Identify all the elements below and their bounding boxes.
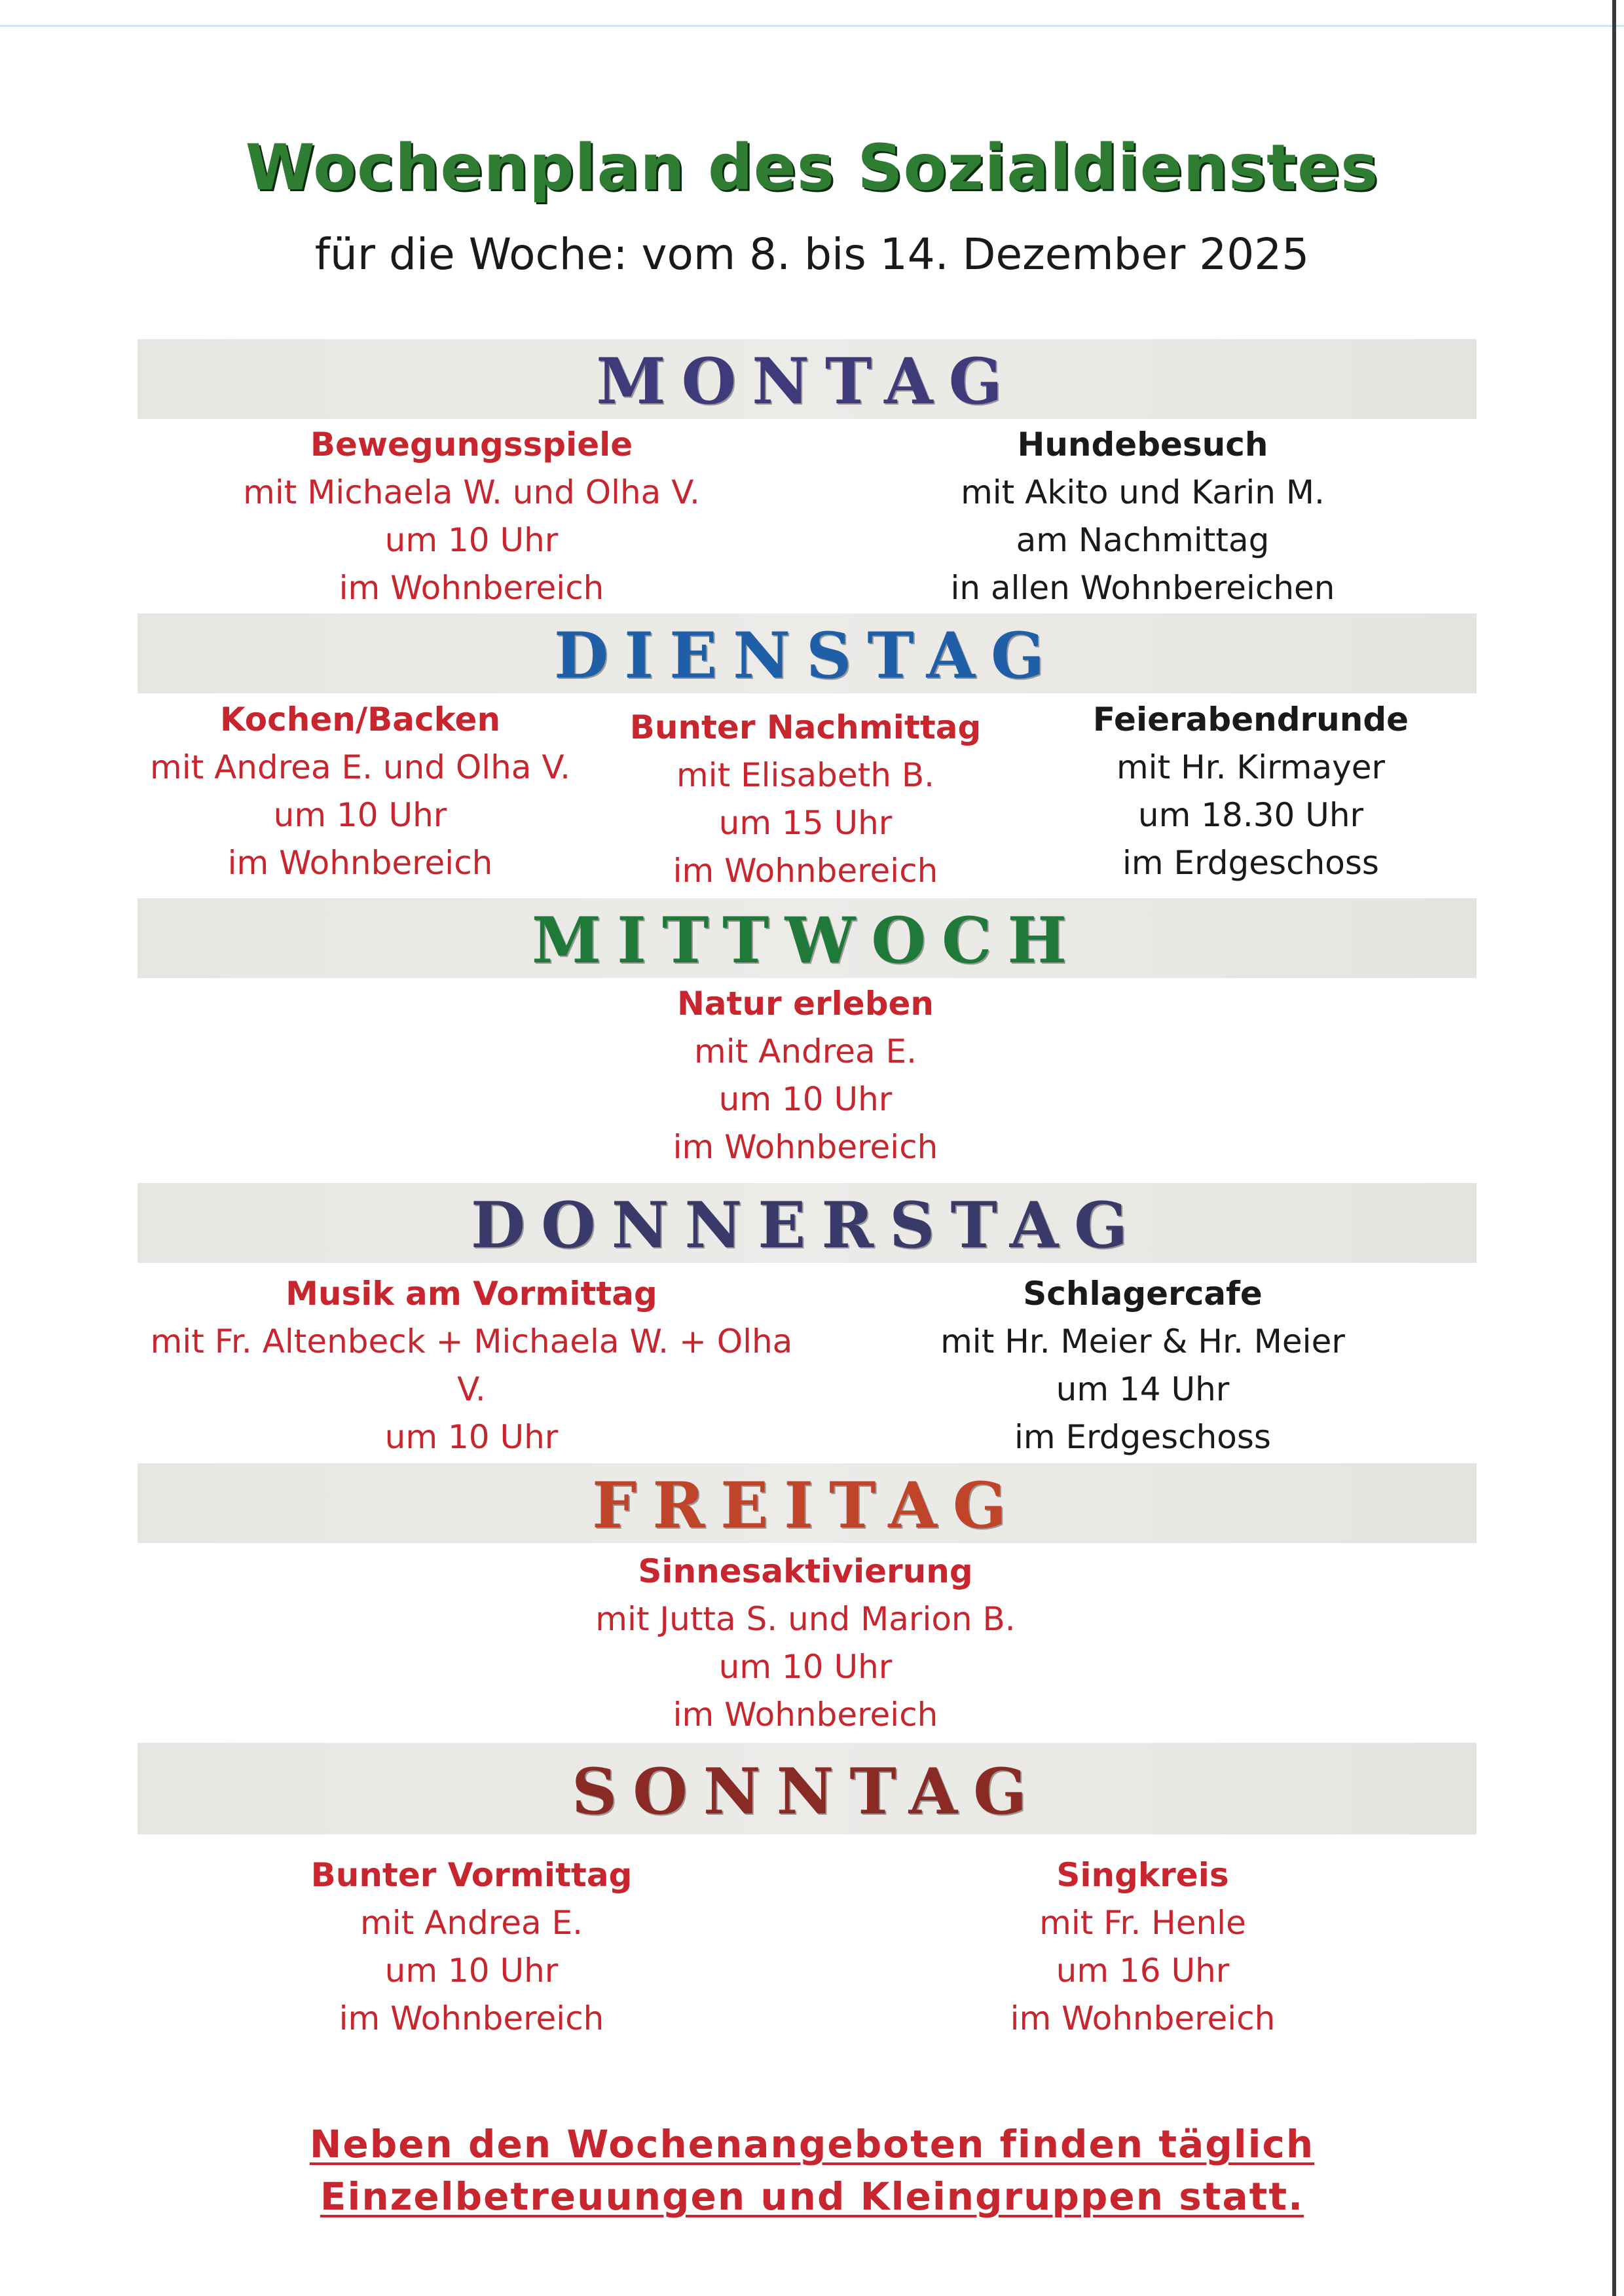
event-title: Natur erleben <box>676 985 934 1023</box>
event-title: Bunter Vormittag <box>310 1856 633 1894</box>
event-place: im Wohnbereich <box>673 852 938 890</box>
event-bunter-vormittag <box>210 1851 733 2043</box>
day-heading-montag: MONTAG <box>596 344 1018 418</box>
page-subtitle: für die Woche: vom 8. bis 14. Dezember 2025 <box>314 229 1310 280</box>
event-time: um 10 Uhr <box>718 1648 893 1686</box>
event-with: mit Fr. Altenbeck + Michaela W. + Olha V. <box>150 1322 793 1408</box>
footer-line-2: Einzelbetreuungen und Kleingruppen statt. <box>320 2174 1304 2219</box>
event-title: Bunter Nachmittag <box>629 708 982 746</box>
event-with: mit Michaela W. und Olha V. <box>243 473 700 511</box>
day-band-montag <box>138 339 1477 419</box>
event-place: im Wohnbereich <box>1010 1999 1276 2037</box>
event-time: am Nachmittag <box>1016 521 1270 559</box>
event-with: mit Hr. Kirmayer <box>1116 748 1386 786</box>
event-natur-erleben <box>544 980 1067 1171</box>
event-time: um 14 Uhr <box>1056 1370 1230 1408</box>
event-title: Hundebesuch <box>1017 426 1268 464</box>
event-hundebesuch <box>881 421 1405 612</box>
event-kochen-backen <box>131 696 589 887</box>
event-place: im Wohnbereich <box>339 569 604 607</box>
event-with: mit Andrea E. <box>360 1904 583 1942</box>
event-time: um 15 Uhr <box>718 804 893 842</box>
day-band-mittwoch <box>138 898 1477 978</box>
event-title: Sinnesaktivierung <box>638 1552 973 1590</box>
event-bewegungsspiele <box>210 421 733 612</box>
day-heading-dienstag: DIENSTAG <box>553 619 1061 693</box>
day-band-freitag <box>138 1463 1477 1543</box>
event-time: um 16 Uhr <box>1056 1952 1230 1990</box>
event-time: um 18.30 Uhr <box>1137 796 1364 834</box>
event-with: mit Hr. Meier & Hr. Meier <box>940 1322 1345 1360</box>
event-with: mit Fr. Henle <box>1039 1904 1246 1942</box>
event-place: in allen Wohnbereichen <box>950 569 1335 607</box>
day-heading-freitag: FREITAG <box>592 1468 1022 1542</box>
scan-right-edge <box>1612 0 1616 2296</box>
event-time: um 10 Uhr <box>384 521 559 559</box>
day-band-dienstag <box>138 613 1477 693</box>
page-title: Wochenplan des Sozialdienstes <box>245 131 1379 204</box>
event-time: um 10 Uhr <box>384 1952 559 1990</box>
footer-note <box>0 2118 1624 2223</box>
event-place: im Erdgeschoss <box>1122 844 1379 882</box>
event-title: Kochen/Backen <box>219 701 501 738</box>
event-place: im Wohnbereich <box>227 844 493 882</box>
event-place: im Wohnbereich <box>673 1696 938 1734</box>
event-with: mit Akito und Karin M. <box>961 473 1325 511</box>
event-title: Feierabendrunde <box>1092 701 1409 738</box>
event-feierabendrunde <box>1022 696 1480 887</box>
scan-top-line <box>0 25 1624 27</box>
event-bunter-nachmittag <box>576 704 1035 895</box>
day-band-donnerstag <box>138 1183 1477 1263</box>
event-place: im Erdgeschoss <box>1014 1418 1271 1456</box>
event-time: um 10 Uhr <box>273 796 447 834</box>
event-sinnesaktivierung <box>544 1548 1067 1739</box>
event-time: um 10 Uhr <box>718 1080 893 1118</box>
event-title: Bewegungsspiele <box>310 426 633 464</box>
event-title: Schlagercafe <box>1023 1275 1263 1313</box>
event-title: Singkreis <box>1056 1856 1229 1894</box>
event-with: mit Andrea E. <box>694 1032 917 1070</box>
day-heading-donnerstag: DONNERSTAG <box>470 1188 1144 1262</box>
day-heading-sonntag: SONNTAG <box>571 1755 1043 1829</box>
event-place: im Wohnbereich <box>339 1999 604 2037</box>
event-title: Musik am Vormittag <box>286 1275 657 1313</box>
event-with: mit Elisabeth B. <box>676 756 935 794</box>
event-with: mit Jutta S. und Marion B. <box>595 1600 1016 1638</box>
event-place: im Wohnbereich <box>673 1128 938 1166</box>
day-band-sonntag <box>138 1743 1477 1834</box>
event-time: um 10 Uhr <box>384 1418 559 1456</box>
event-schlagercafe <box>881 1270 1405 1461</box>
day-heading-mittwoch: MITTWOCH <box>531 903 1083 977</box>
footer-line-1: Neben den Wochenangeboten finden täglich <box>309 2122 1315 2166</box>
event-with: mit Andrea E. und Olha V. <box>150 748 570 786</box>
event-singkreis <box>881 1851 1405 2043</box>
